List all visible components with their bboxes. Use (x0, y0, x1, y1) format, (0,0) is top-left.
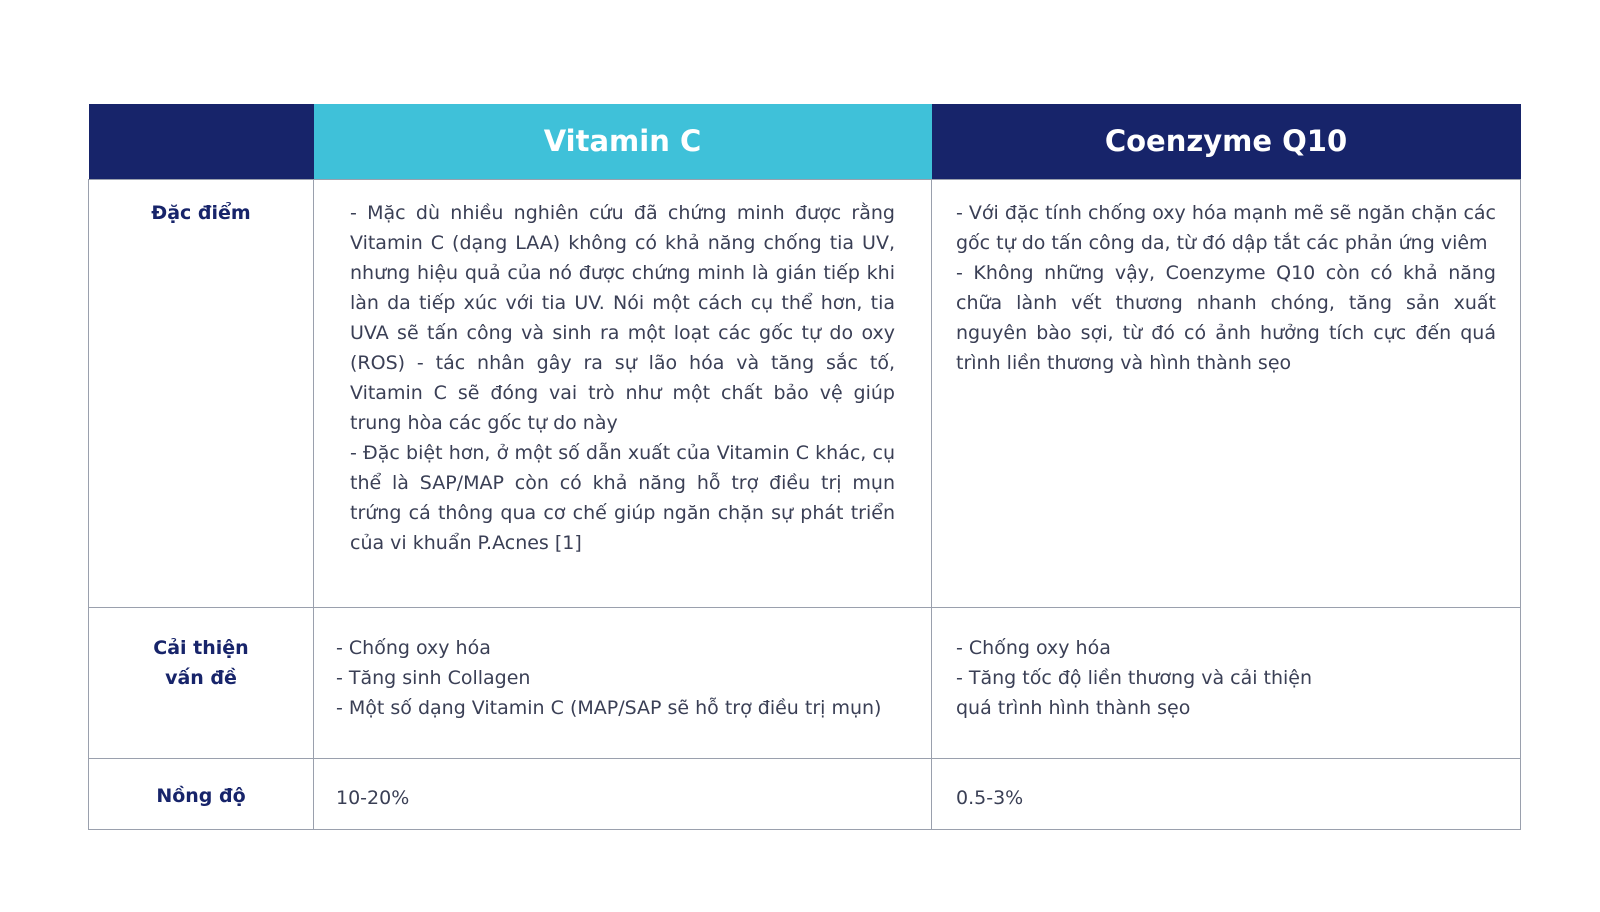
row-label-line: vấn đề (165, 666, 237, 689)
list-item: - Tăng sinh Collagen (336, 666, 531, 689)
header-empty-cell (89, 104, 314, 179)
paragraph: - Đặc biệt hơn, ở một số dẫn xuất của Vitamin C khác, cụ thể là SAP/MAP còn có khả năng hỗ trợ điều trị mụn trứng cá thông qua cơ chế giúp ngăn chặn sự phát triển của vi khuẩn P.Acnes [1] (350, 441, 895, 554)
row-label-line: Cải thiện (153, 636, 249, 659)
comparison-table (88, 104, 1521, 830)
cell-improvements-coenzyme-q10 (932, 607, 1521, 758)
header-row (89, 104, 1521, 179)
list-item: - Chống oxy hóa (336, 636, 491, 659)
concentration-value: 0.5-3% (956, 786, 1024, 809)
row-label-improvements (89, 607, 314, 758)
cell-features-coenzyme-q10 (932, 179, 1521, 607)
row-label-text: Nồng độ (156, 784, 246, 807)
paragraph: - Không những vậy, Coenzyme Q10 còn có khả năng chữa lành vết thương nhanh chóng, tăng sản xuất nguyên bào sợi, từ đó có ảnh hưởng tích cực đến quá trình liền thương và hình thành sẹo (956, 261, 1496, 374)
table-row-features (89, 179, 1521, 607)
list-item: - Tăng tốc độ liền thương và cải thiện (956, 666, 1313, 689)
paragraph: - Với đặc tính chống oxy hóa mạnh mẽ sẽ ngăn chặn các gốc tự do tấn công da, từ đó dập tắt các phản ứng viêm (956, 201, 1496, 254)
cell-improvements-vitamin-c (314, 607, 932, 758)
header-vitamin-c: Vitamin C (314, 104, 932, 179)
row-label-text: Đặc điểm (151, 201, 251, 224)
cell-concentration-vitamin-c (314, 758, 932, 829)
cell-features-vitamin-c (314, 179, 932, 607)
table-row-concentration (89, 758, 1521, 829)
list-item: - Chống oxy hóa (956, 636, 1111, 659)
list-item: - Một số dạng Vitamin C (MAP/SAP sẽ hỗ trợ điều trị mụn) (336, 696, 882, 719)
cell-concentration-coenzyme-q10 (932, 758, 1521, 829)
paragraph: - Mặc dù nhiều nghiên cứu đã chứng minh được rằng Vitamin C (dạng LAA) không có khả năng chống tia UV, nhưng hiệu quả của nó được chứng minh là gián tiếp khi làn da tiếp xúc với tia UV. Nói một cách cụ thể hơn, tia UVA sẽ tấn công và sinh ra một loạt các gốc tự do oxy (ROS) - tác nhân gây ra sự lão hóa và tăng sắc tố, Vitamin C sẽ đóng vai trò như một chất bảo vệ giúp trung hòa các gốc tự do này (350, 201, 895, 434)
concentration-value: 10-20% (336, 786, 410, 809)
row-label-concentration (89, 758, 314, 829)
list-item: quá trình hình thành sẹo (956, 696, 1191, 719)
header-coenzyme-q10: Coenzyme Q10 (932, 104, 1521, 179)
table-row-improvements (89, 607, 1521, 758)
row-label-features (89, 179, 314, 607)
